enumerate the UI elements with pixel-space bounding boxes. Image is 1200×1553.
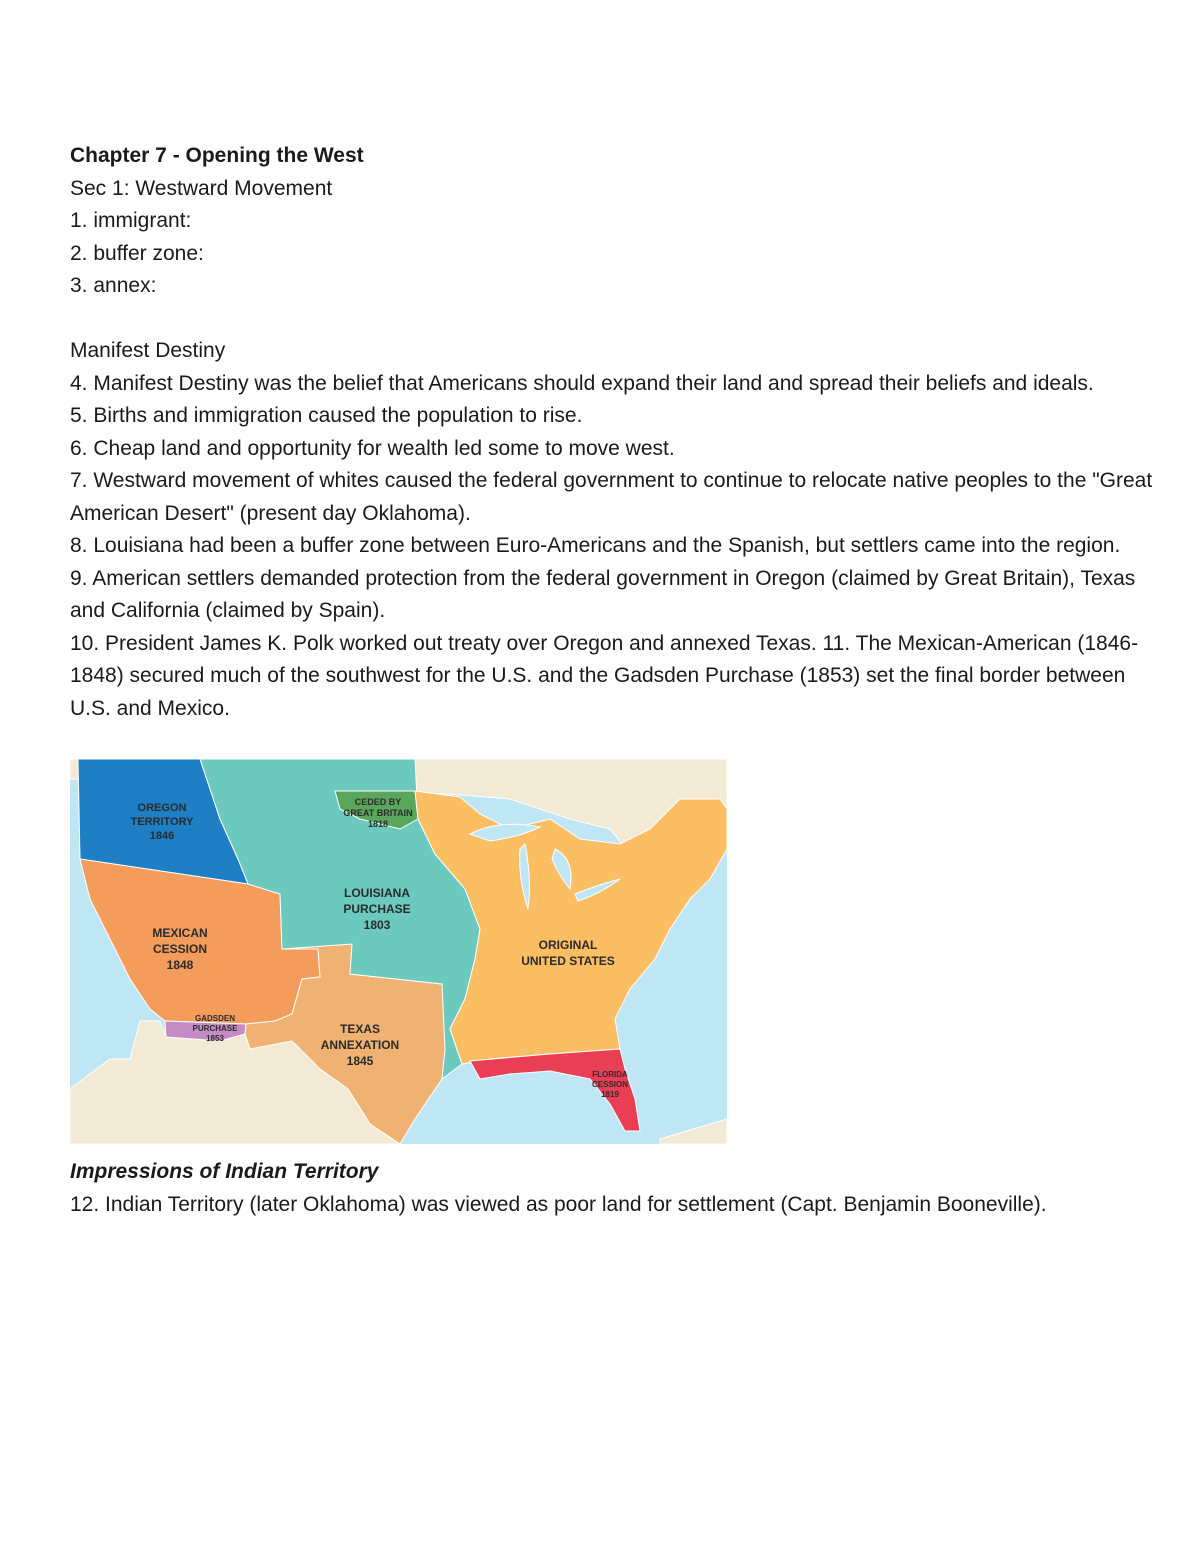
vocab-item: 3. annex:	[70, 274, 157, 297]
note-point: 12. Indian Territory (later Oklahoma) was viewed as poor land for settlement (Capt. Benjamin Booneville).	[70, 1192, 1047, 1216]
svg-text:MEXICAN: MEXICAN	[152, 926, 208, 940]
svg-text:FLORIDA: FLORIDA	[592, 1070, 628, 1079]
svg-text:1819: 1819	[601, 1090, 619, 1099]
indian-territory-section	[70, 1156, 1160, 1221]
vocab-item: 2. buffer zone:	[70, 241, 204, 265]
svg-text:1848: 1848	[166, 958, 194, 972]
svg-text:TEXAS: TEXAS	[339, 1022, 381, 1036]
document-page	[70, 140, 1160, 1221]
map-svg	[70, 759, 727, 1144]
svg-text:1845: 1845	[346, 1054, 374, 1068]
svg-text:GADSDEN: GADSDEN	[194, 1014, 236, 1023]
svg-text:1803: 1803	[363, 918, 391, 932]
note-point: 7. Westward movement of whites caused the federal government to continue to relocate native peoples to the "Great American Desert" (present day Oklahoma).	[70, 469, 1153, 525]
chapter-heading: Chapter 7 - Opening the West	[70, 144, 364, 167]
subheading-manifest-destiny: Manifest Destiny	[70, 339, 226, 362]
svg-text:GREAT BRITAIN: GREAT BRITAIN	[343, 808, 413, 818]
svg-text:CESSION: CESSION	[591, 1080, 629, 1089]
vocab-item: 1. immigrant:	[70, 209, 192, 232]
svg-text:1846: 1846	[149, 830, 175, 842]
svg-text:OREGON: OREGON	[137, 802, 187, 814]
svg-text:ANNEXATION: ANNEXATION	[320, 1038, 400, 1052]
note-point: 4. Manifest Destiny was the belief that Americans should expand their land and spread their beliefs and ideals.	[70, 371, 1094, 395]
note-point: 6. Cheap land and opportunity for wealth led some to move west.	[70, 436, 675, 460]
svg-text:TERRITORY: TERRITORY	[130, 816, 194, 828]
svg-text:UNITED STATES: UNITED STATES	[521, 954, 615, 968]
svg-text:1853: 1853	[206, 1034, 224, 1043]
note-point: 9. American settlers demanded protection from the federal government in Oregon (claimed by Great Britain), Texas and California (claimed by Spain).	[70, 566, 1136, 622]
svg-text:ORIGINAL: ORIGINAL	[538, 938, 598, 952]
svg-text:CEDED BY: CEDED BY	[354, 797, 402, 807]
subheading-indian-territory: Impressions of Indian Territory	[70, 1160, 379, 1183]
svg-text:PURCHASE: PURCHASE	[192, 1024, 238, 1033]
section-title: Sec 1: Westward Movement	[70, 176, 333, 200]
svg-text:LOUISIANA: LOUISIANA	[344, 886, 410, 900]
svg-text:PURCHASE: PURCHASE	[343, 902, 411, 916]
spacer	[70, 303, 1160, 336]
note-point: 8. Louisiana had been a buffer zone between Euro-Americans and the Spanish, but settlers came into the region.	[70, 534, 1121, 557]
note-point: 10. President James K. Polk worked out treaty over Oregon and annexed Texas. 11. The Mexican-American (1846-1848) secured much of the southwest for the U.S. and the Gadsden Purchase (1853) set the final border between U.S. and Mexico.	[70, 631, 1139, 720]
territorial-expansion-map	[70, 759, 727, 1144]
svg-text:CESSION: CESSION	[152, 942, 208, 956]
note-point: 5. Births and immigration caused the population to rise.	[70, 404, 583, 427]
svg-text:1818: 1818	[367, 819, 389, 829]
